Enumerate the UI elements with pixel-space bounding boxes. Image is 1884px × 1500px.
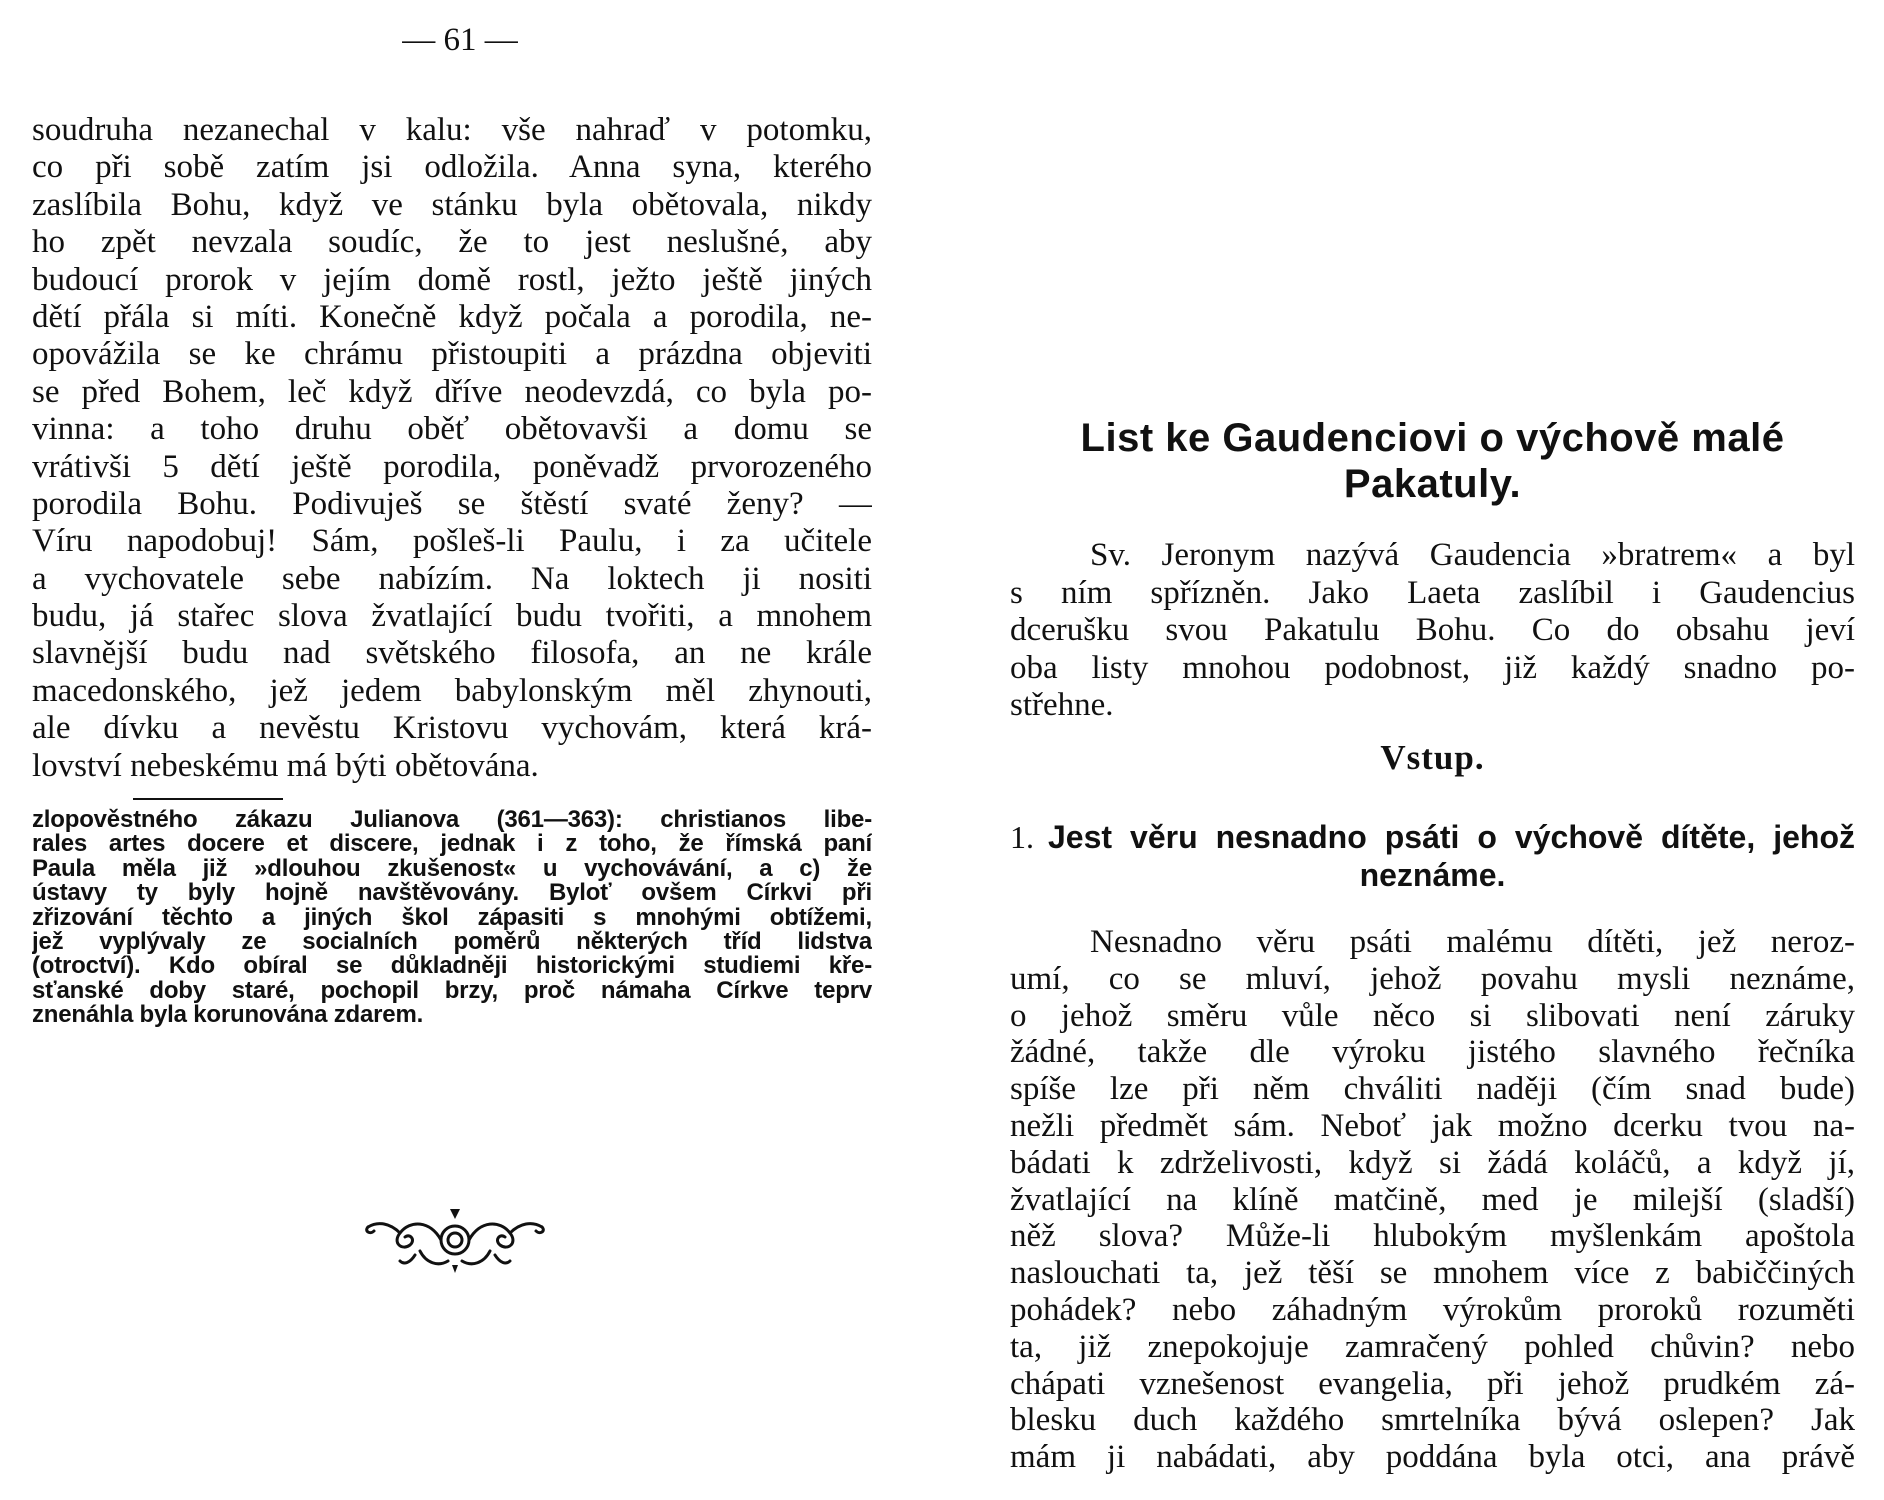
title-line: Pakatuly. xyxy=(1343,462,1522,506)
body-line: umí, co se mluví, jehož povahu mysli neznáme, xyxy=(1010,960,1855,997)
text-line: ho zpět nevzala soudíc, že to jest neslušné, aby xyxy=(32,224,872,261)
title-line: List ke Gaudenciovi o výchově malé xyxy=(1080,416,1785,460)
right-body-text xyxy=(1010,924,1855,1476)
body-line: blesku duch každého smrtelníka bývá oslepen? Jak xyxy=(1010,1402,1855,1439)
body-line: Nesnadno věru psáti malému dítěti, jež neroz- xyxy=(1090,924,1855,960)
body-line: něž slova? Může-li hlubokým myšlenkám apoštola xyxy=(1010,1218,1855,1255)
footnote-line: zřizování těchto a jiných škol zápasiti s mnohými obtížemi, xyxy=(32,905,872,930)
text-line: co při sobě zatím jsi odložila. Anna syna, kterého xyxy=(32,149,872,186)
text-line: a vychovatele sebe nabízím. Na loktech ji nositi xyxy=(32,560,872,597)
footnote-line: (otroctví). Kdo obíral se důkladněji historickými studiemi kře- xyxy=(32,954,872,979)
footnote-line: zlopověstného zákazu Julianova (361—363): christianos libe- xyxy=(32,808,872,833)
body-line: o jehož směru vůle něco si slibovati není záruky xyxy=(1010,997,1855,1034)
section-heading-line xyxy=(1010,818,1855,856)
body-line: naslouchati ta, jež těší se mnohem více z babiččiných xyxy=(1010,1255,1855,1292)
intro-line: oba listy mnohou podobnost, již každý snadno po- xyxy=(1010,649,1855,686)
body-line: mám ji nabádati, aby poddána byla otci, ana právě xyxy=(1010,1439,1855,1476)
body-line: žvatlající na klíně matčině, med je milejší (sladší) xyxy=(1010,1181,1855,1218)
text-line: macedonského, jež jedem babylonským měl zhynouti, xyxy=(32,672,872,709)
text-line: soudruha nezanechal v kalu: vše nahraď v potomku, xyxy=(32,112,872,148)
footnote-divider xyxy=(133,798,283,800)
text-line: zaslíbila Bohu, když ve stánku byla obětovala, nikdy xyxy=(32,186,872,223)
intro-line: s ním spřízněn. Jako Laeta zaslíbil i Gaudencius xyxy=(1010,574,1855,611)
body-line: ta, již znepokojuje zamračený pohled chůvin? nebo xyxy=(1010,1328,1855,1365)
section-heading-vstup: Vstup. xyxy=(1380,738,1485,777)
footnote-line: sťanské doby staré, pochopil brzy, proč námaha Církve teprv xyxy=(32,978,872,1004)
text-line: dětí přála si míti. Konečně když počala a porodila, ne- xyxy=(32,298,872,335)
text-line: Víru napodobuj! Sám, pošleš-li Paulu, i za učitele xyxy=(32,523,872,560)
intro-line: dcerušku svou Pakatulu Bohu. Co do obsahu jeví xyxy=(1010,612,1855,648)
left-column-text xyxy=(32,112,872,785)
body-line: pohádek? nebo záhadným výrokům proroků rozuměti xyxy=(1010,1291,1855,1328)
letter-title xyxy=(1010,415,1855,507)
text-line: budoucí prorok v jejím domě rostl, ježto ještě jiných xyxy=(32,261,872,298)
section-1-heading xyxy=(1010,818,1855,894)
text-line: lovství nebeskému má býti obětována. xyxy=(32,747,539,784)
intro-line: Sv. Jeronym nazývá Gaudencia »bratrem« a byl xyxy=(1090,537,1855,573)
text-line: vrátivši 5 dětí ještě porodila, poněvadž prvorozeného xyxy=(32,448,872,485)
body-line: bádati k zdrželivosti, když si žádá koláčů, a když jí, xyxy=(1010,1144,1855,1181)
body-line: chápati vznešenost evangelia, při jehož prudkém zá- xyxy=(1010,1365,1855,1402)
footnote-line: jež vyplývaly ze socialních poměrů některých tříd lidstva xyxy=(32,929,872,955)
text-line: vinna: a toho druhu oběť obětovavši a domu se xyxy=(32,411,872,448)
section-number: 1. xyxy=(1010,819,1034,855)
footnote-line: Paula měla již »dlouhou zkušenost« u vychovávání, a c) že xyxy=(32,856,872,882)
text-line: porodila Bohu. Podivuješ se štěstí svaté ženy? — xyxy=(32,485,872,522)
intro-paragraph xyxy=(1010,537,1855,725)
text-line: se před Bohem, leč když dříve neodevzdá, co byla po- xyxy=(32,373,872,410)
text-line: opovážila se ke chrámu přistoupiti a prázdna objeviti xyxy=(32,336,872,373)
body-line: žádné, takže dle výroku jistého slavného řečníka xyxy=(1010,1034,1855,1071)
footnote-line: rales artes docere et discere, jednak i z toho, že římská paní xyxy=(32,832,872,857)
text-line: budu, já stařec slova žvatlající budu tvořiti, a mnohem xyxy=(32,598,872,635)
section-heading-line: neznáme. xyxy=(1359,857,1506,893)
footnote-line: znenáhla byla korunována zdarem. xyxy=(32,1003,424,1028)
page-number: — 61 — xyxy=(402,22,518,58)
scroll-ornament-icon xyxy=(360,1205,550,1275)
section-title: Jest věru nesnadno psáti o výchově dítěte, jehož xyxy=(1048,819,1855,855)
text-line: ale dívku a nevěstu Kristovu vychovám, která krá- xyxy=(32,710,872,747)
footnote-line: ústavy ty byly hojně navštěvovány. Byloť ovšem Církvi při xyxy=(32,881,872,906)
body-line: nežli předmět sám. Neboť jak možno dcerku tvou na- xyxy=(1010,1107,1855,1144)
intro-line: střehne. xyxy=(1010,687,1114,723)
footnote xyxy=(32,808,872,1028)
text-line: slavnější budu nad světského filosofa, an ne krále xyxy=(32,635,872,672)
body-line: spíše lze při něm chváliti naději (čím snad bude) xyxy=(1010,1071,1855,1108)
